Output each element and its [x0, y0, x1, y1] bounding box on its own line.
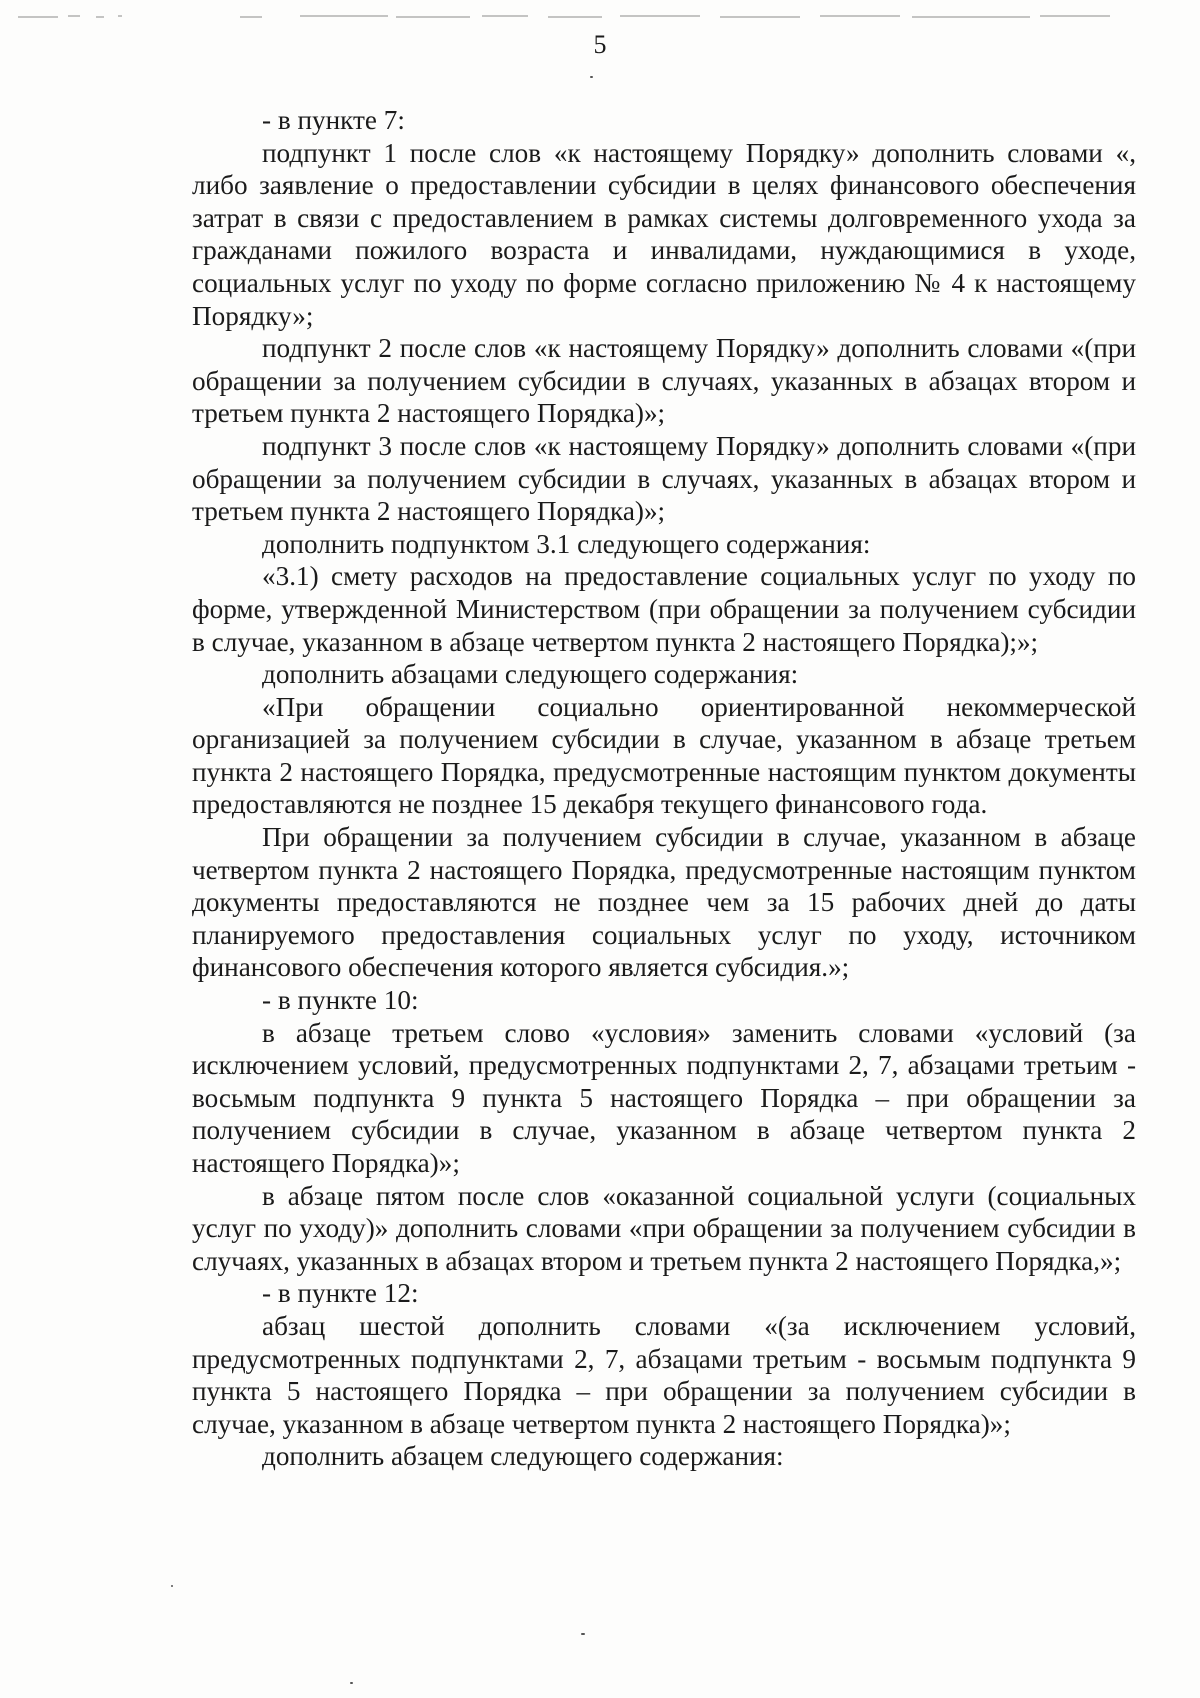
paragraph: в абзаце третьем слово «условия» заменить словами «условий (за исключением условий, предусмотренных подпунктами 2, 7, абзацами третьим - восьмым подпункта 9 пункта 5 настоящего Порядка – при обращении за получением субсидии в случае, указанном в абзаце четвертом пункта 2 настоящего Порядка)»;: [192, 1017, 1136, 1178]
paragraph: в абзаце пятом после слов «оказанной социальной услуги (социальных услуг по уходу)» дополнить словами «при обращении за получением субсидии в случаях, указанных в абзацах втором и третьем пункта 2 настоящего Порядка,»;: [192, 1180, 1136, 1276]
document-body: [192, 104, 1136, 1473]
paragraph: дополнить абзацем следующего содержания:: [262, 1441, 784, 1472]
paragraph: абзац шестой дополнить словами «(за исключением условий, предусмотренных подпунктами 2, 7, абзацами третьим - восьмым подпункта 9 пункта 5 настоящего Порядка – при обращении за получением субсидии в случае, указанном в абзаце четвертом пункта 2 настоящего Порядка)»;: [192, 1310, 1136, 1439]
scan-speck: [590, 76, 593, 78]
paragraph: дополнить подпунктом 3.1 следующего содержания:: [262, 528, 871, 559]
page-number: 5: [593, 30, 607, 59]
scan-speck: [581, 1633, 585, 1635]
paragraph: «3.1) смету расходов на предоставление социальных услуг по уходу по форме, утвержденной Министерством (при обращении за получением субсидии в случае, указанном в абзаце четвертом пункта 2 настоящего Порядка);»;: [192, 561, 1136, 657]
scan-header-noise: [0, 11, 1200, 23]
paragraph: подпункт 2 после слов «к настоящему Порядку» дополнить словами «(при обращении за получением субсидии в случаях, указанных в абзацах втором и третьем пункта 2 настоящего Порядка)»;: [192, 333, 1136, 429]
scan-speck: [171, 1585, 173, 1587]
paragraph: подпункт 3 после слов «к настоящему Порядку» дополнить словами «(при обращении за получением субсидии в случаях, указанных в абзацах втором и третьем пункта 2 настоящего Порядка)»;: [192, 430, 1136, 527]
paragraph: При обращении за получением субсидии в случае, указанном в абзаце четвертом пункта 2 настоящего Порядка, предусмотренные настоящим пунктом документы предоставляются не позднее чем за 15 рабочих дней до даты планируемого предоставления социальных услуг по уходу, источником финансового обеспечения которого является субсидия.»;: [192, 822, 1136, 983]
paragraph: - в пункте 12:: [262, 1278, 419, 1309]
paragraph: - в пункте 7:: [262, 105, 405, 135]
paragraph: дополнить абзацами следующего содержания:: [262, 659, 799, 690]
paragraph: - в пункте 10:: [262, 985, 419, 1016]
scan-speck: [350, 1682, 353, 1684]
paragraph: «При обращении социально ориентированной некоммерческой организацией за получением субсидии в случае, указанном в абзаце третьем пункта 2 настоящего Порядка, предусмотренные настоящим пунктом документы предоставляются не позднее 15 декабря текущего финансового года.: [192, 691, 1136, 820]
paragraph: подпункт 1 после слов «к настоящему Порядку» дополнить словами «, либо заявление о предоставлении субсидии в целях финансового обеспечения затрат в связи с предоставлением в рамках системы долговременного ухода за гражданами пожилого возраста и инвалидами, нуждающимися в уходе, социальных услуг по уходу по форме согласно приложению № 4 к настоящему Порядку»;: [192, 137, 1136, 331]
